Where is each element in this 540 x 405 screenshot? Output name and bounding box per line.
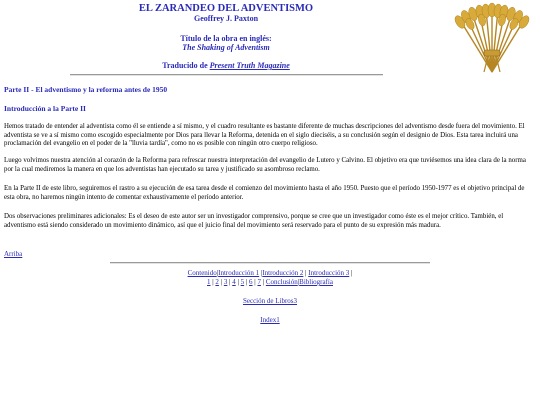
nav-separator: | bbox=[262, 278, 265, 286]
paragraph-3: En la Parte II de este libro, seguiremos el rastro a su ejecución de esa tarea desde el comienzo del movimiento hasta el año 1950. Puesto que el período 1950-1977 es el objetivo principal de esta obra, no haremos ningún intento de comentar exhaustivamente el período anterior. bbox=[4, 185, 525, 201]
nav-chapter-3-link[interactable]: 3 bbox=[223, 278, 228, 286]
present-truth-link[interactable]: Present Truth Magazine bbox=[209, 61, 290, 70]
nav-separator: | bbox=[351, 269, 353, 277]
nav-separator: | bbox=[297, 278, 300, 286]
wheat-sheaf-icon bbox=[450, 2, 534, 74]
header-divider bbox=[70, 74, 383, 76]
translation-credit bbox=[0, 61, 452, 70]
paragraph-4: Dos observaciones preliminares adicionales: Es el deseo de este autor ser un investigador comprensivo, porque se cree que un investigador como éste es el mejor crítico. También, el adventismo está siendo considerado un movimiento dinámico, así que el juicio final del movimiento será reservado para el punto de su expresión más madura. bbox=[4, 213, 504, 229]
nav-separator: | bbox=[237, 278, 239, 286]
nav-chapter-6-link[interactable]: 6 bbox=[249, 278, 253, 286]
nav-intro3-link[interactable]: Introducción 3 bbox=[308, 269, 350, 277]
original-title: The Shaking of Adventism bbox=[182, 43, 270, 52]
nav-chapter-5-link[interactable]: 5 bbox=[240, 278, 245, 286]
original-title-label: Título de la obra en inglés: bbox=[180, 34, 272, 43]
header-text-block bbox=[0, 3, 452, 70]
nav-separator: | bbox=[260, 269, 263, 277]
nav-contenido-link[interactable]: Contenido bbox=[187, 269, 217, 277]
nav-separator: | bbox=[216, 269, 219, 277]
paragraph-2: Luego volvimos nuestra atención al corazón de la Reforma para refrescar nuestra interpretación del evangelio de Lutero y Calvino. El objetivo era que tuviésemos una idea clara de la norma por la cual mediremos la manera en que los adventistas han ejecutado su tarea y justificado su asombroso reclamo. bbox=[4, 157, 526, 173]
translation-prefix: Traducido de bbox=[162, 61, 210, 70]
nav-separator: | bbox=[245, 278, 248, 286]
back-to-top-link[interactable]: Arriba bbox=[4, 250, 23, 258]
nav-separator: | bbox=[254, 278, 256, 286]
nav-index-row bbox=[0, 315, 540, 325]
footer-divider bbox=[110, 262, 430, 264]
nav-books-row bbox=[0, 296, 540, 306]
index-link[interactable]: Index1 bbox=[260, 316, 280, 324]
nav-separator: | bbox=[220, 278, 223, 286]
paragraph-1: Hemos tratado de entender al adventista como él se entiende a sí mismo, y el cuadro resultante es bastante diferente de muchas descripciones del adventismo desde fuera del movimiento. El adventista se ve a sí mismo como escogido especialmente por Dios para llevar la Reforma, detenida en el siglo dieciséis, a su conclusión según el designio de Dios. Esta tarea incluirá una proclamación del evangelio en el poder de la "lluvia tardía", como no es posible con ningún otro cuerpo religioso. bbox=[4, 123, 525, 147]
nav-chapter-7-link[interactable]: 7 bbox=[257, 278, 261, 286]
part-heading: Parte II - El adventismo y la reforma antes de 1950 bbox=[4, 85, 168, 94]
nav-chapters bbox=[0, 277, 540, 287]
seccion-libros-link[interactable]: Sección de Libros3 bbox=[242, 297, 298, 305]
book-title: EL ZARANDEO DEL ADVENTISMO bbox=[138, 3, 314, 14]
nav-intro2-link[interactable]: Introducción 2 bbox=[262, 269, 304, 277]
nav-separator: | bbox=[303, 269, 309, 277]
nav-chapter-2-link[interactable]: 2 bbox=[215, 278, 219, 286]
nav-intro1-link[interactable]: Introducción 1 bbox=[218, 269, 260, 277]
nav-conclusion-link[interactable]: Conclusión bbox=[265, 278, 298, 286]
nav-chapter-1-link[interactable]: 1 bbox=[207, 278, 211, 286]
book-author: Geoffrey J. Paxton bbox=[193, 14, 259, 23]
nav-bibliografia-link[interactable]: Bibliografía bbox=[299, 278, 333, 286]
page-header bbox=[0, 0, 540, 80]
nav-separator: | bbox=[229, 278, 231, 286]
nav-separator: | bbox=[212, 278, 214, 286]
section-heading: Introducción a la Parte II bbox=[4, 104, 86, 113]
nav-chapter-4-link[interactable]: 4 bbox=[232, 278, 236, 286]
